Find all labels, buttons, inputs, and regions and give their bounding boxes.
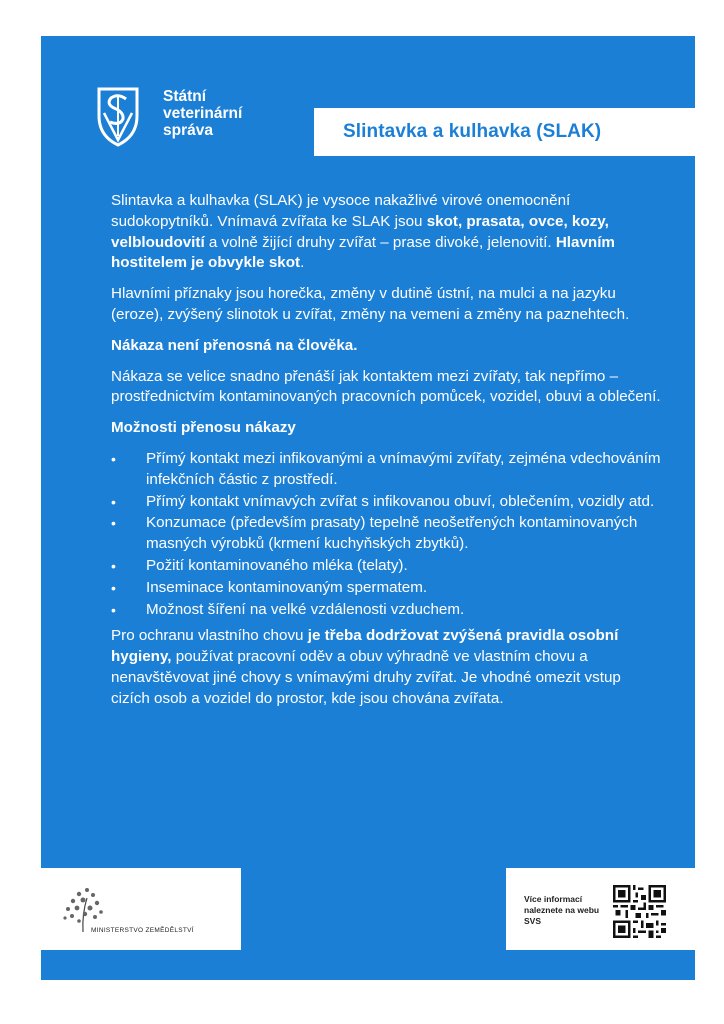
list-item: • Konzumace (především prasaty) tepelně neošetřených kontaminovaných masných výrobků (krmení kuchyňských zbytků). — [111, 513, 661, 555]
svs-shield-logo-icon — [96, 86, 140, 148]
hygiene-text-1: Pro ochranu vlastního chovu — [111, 627, 308, 645]
not-transmissible-note: Nákaza není přenosná na člověka. — [111, 336, 358, 354]
intro-bold-1: skot, prasata, ovce, kozy, velbloudovití — [111, 212, 609, 251]
routes-list — [111, 449, 661, 620]
list-item: • Přímý kontakt vnímavých zvířat s infikovanou obuví, oblečením, vozidly atd. — [111, 492, 661, 513]
intro-text-2: a volně žijící druhy zvířat – prase divoké, jelenovití. — [204, 233, 556, 251]
intro-text-3: . — [300, 254, 305, 272]
list-item: • Přímý kontakt mezi infikovanými a vnímavými zvířaty, zejména vdechováním infekčních částic z prostředí. — [111, 449, 661, 491]
content — [111, 191, 661, 720]
org-name-line3: správa — [163, 122, 213, 139]
hygiene-text-2: používat pracovní oděv a obuv výhradně ve vlastním chovu a nenavštěvovat jiné chovy s vnímavými druhy zvířat. Je vhodné omezit vstup cizích osob a vozidel do prostor, kde jsou chována zvířata. — [111, 648, 621, 707]
ministry-name: MINISTERSTVO ZEMĚDĚLSTVÍ — [91, 927, 194, 934]
list-item: • Požití kontaminovaného mléka (telaty). — [111, 556, 661, 577]
hygiene-bold: je třeba dodržovat zvýšená pravidla osobní hygieny, — [111, 627, 619, 666]
title-box — [314, 108, 695, 156]
symptoms-paragraph: Hlavními příznaky jsou horečka, změny v dutině ústní, na mulci a na jazyku (eroze), zvýšený slinotok u zvířat, změny na vemeni a změny na paznehtech. — [111, 285, 630, 323]
org-name — [163, 88, 242, 139]
poster-panel — [41, 36, 695, 980]
more-info-box — [506, 868, 695, 950]
intro-paragraph — [111, 191, 661, 274]
org-name-line1: Státní — [163, 88, 207, 105]
qr-code-icon[interactable] — [613, 885, 666, 938]
intro-bold-2: Hlavním hostitelem je obvykle skot — [111, 233, 615, 272]
intro-text-1: Slintavka a kulhavka (SLAK) je vysoce nakažlivé virové onemocnění sudokopytníků. Vnímavá zvířata ke SLAK jsou — [111, 192, 571, 230]
hygiene-paragraph — [111, 626, 661, 709]
list-item: • Inseminace kontaminovaným spermatem. — [111, 578, 661, 599]
routes-heading: Možnosti přenosu nákazy — [111, 419, 296, 437]
transmission-paragraph: Nákaza se velice snadno přenáší jak kontaktem mezi zvířaty, tak nepřímo – prostřednictvím kontaminovaných pracovních pomůcek, vozidel, obuvi a oblečení. — [111, 367, 661, 406]
list-item: • Možnost šíření na velké vzdálenosti vzduchem. — [111, 600, 661, 621]
ministry-logo-box — [41, 868, 241, 950]
page-title: Slintavka a kulhavka (SLAK) — [343, 121, 602, 142]
org-name-line2: veterinární — [163, 105, 243, 122]
more-info-text: Více informací naleznete na webu SVS — [524, 894, 600, 926]
